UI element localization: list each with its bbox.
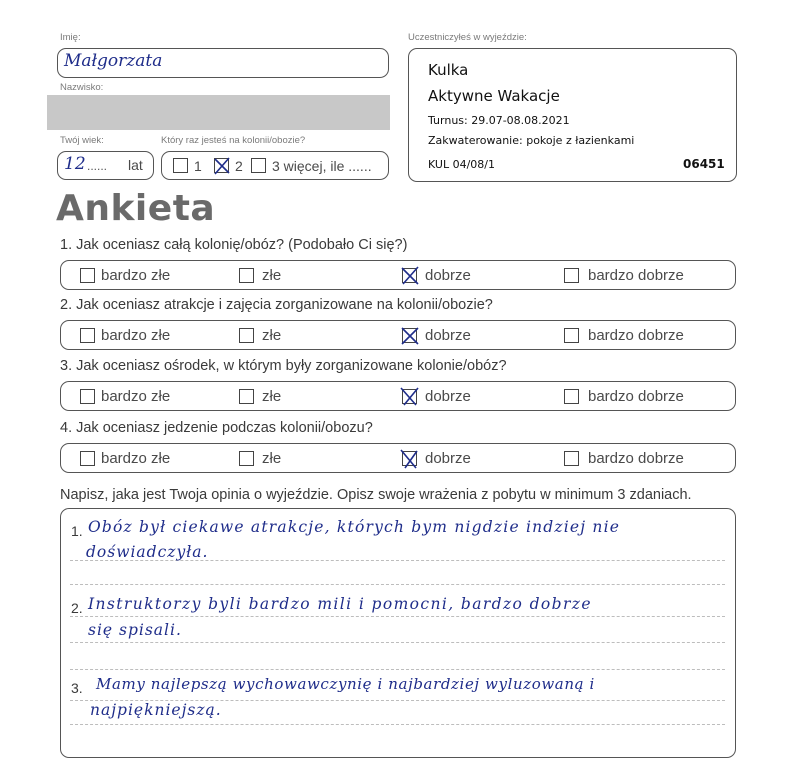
question-4-text: 4. Jak oceniasz jedzenie podczas kolonii/obozu? (60, 420, 373, 436)
q2-checkbox-dobrze[interactable] (402, 328, 417, 343)
answer-2-number: 2. (71, 600, 83, 616)
q2-option-dobrze: dobrze (425, 327, 471, 344)
question-4-options (60, 443, 736, 473)
answer-2-line-2: się spisali. (88, 621, 182, 639)
question-1-options (60, 260, 736, 290)
check-mark-icon (400, 266, 420, 286)
trip-program: Aktywne Wakacje (428, 87, 560, 105)
trip-name: Kulka (428, 61, 469, 79)
q1-checkbox-zle[interactable] (239, 268, 254, 283)
check-mark-icon (400, 326, 420, 346)
q4-checkbox-bardzo-zle[interactable] (80, 451, 95, 466)
which-time-checkbox-2[interactable] (214, 158, 229, 173)
which-time-field (161, 151, 389, 180)
q3-checkbox-zle[interactable] (239, 389, 254, 404)
opinion-prompt: Napisz, jaka jest Twoja opinia o wyjeździe. Opisz swoje wrażenia z pobytu w minimum 3 zdaniach. (60, 487, 692, 503)
q4-option-bardzo-dobrze: bardzo dobrze (588, 450, 684, 467)
first-name-field[interactable] (57, 48, 389, 78)
age-label: Twój wiek: (60, 135, 104, 146)
answer-1-line-1: Obóz był ciekawe atrakcje, których bym nigdzie indziej nie (88, 518, 621, 536)
q1-checkbox-bardzo-dobrze[interactable] (564, 268, 579, 283)
which-time-option-1: 1 (194, 158, 202, 174)
age-value: 12 (64, 154, 86, 174)
q1-option-bardzo-zle: bardzo złe (101, 267, 171, 284)
trip-code: KUL 04/08/1 (428, 158, 495, 171)
q2-option-bardzo-dobrze: bardzo dobrze (588, 327, 684, 344)
q2-checkbox-bardzo-zle[interactable] (80, 328, 95, 343)
q1-checkbox-dobrze[interactable] (402, 268, 417, 283)
trip-info-box (408, 48, 737, 182)
trip-number: 06451 (683, 157, 725, 171)
first-name-label: Imię: (60, 32, 81, 43)
trip-turnus: Turnus: 29.07-08.08.2021 (428, 114, 570, 127)
q3-checkbox-bardzo-zle[interactable] (80, 389, 95, 404)
q2-option-zle: złe (262, 327, 282, 344)
which-time-checkbox-1[interactable] (173, 158, 188, 173)
q4-checkbox-dobrze[interactable] (402, 451, 417, 466)
q2-checkbox-bardzo-dobrze[interactable] (564, 328, 579, 343)
q4-option-dobrze: dobrze (425, 450, 471, 467)
q1-option-zle: złe (262, 267, 282, 284)
question-3-options (60, 381, 736, 411)
which-time-checkbox-3[interactable] (251, 158, 266, 173)
which-time-option-3: 3 więcej, ile ...... (272, 158, 372, 174)
age-unit: lat (128, 157, 143, 173)
q3-option-zle: złe (262, 388, 282, 405)
q2-checkbox-zle[interactable] (239, 328, 254, 343)
question-3-text: 3. Jak oceniasz ośrodek, w którym były zorganizowane kolonie/obóz? (60, 358, 507, 374)
answer-2-line-1: Instruktorzy byli bardzo mili i pomocni, bardzo dobrze (88, 595, 592, 613)
q4-option-zle: złe (262, 450, 282, 467)
q1-checkbox-bardzo-zle[interactable] (80, 268, 95, 283)
q3-option-bardzo-zle: bardzo złe (101, 388, 171, 405)
which-time-label: Który raz jesteś na kolonii/obozie? (161, 135, 306, 146)
rule-line (70, 616, 725, 617)
last-name-redacted (47, 95, 390, 130)
q4-checkbox-zle[interactable] (239, 451, 254, 466)
which-time-option-2: 2 (235, 158, 243, 174)
q4-option-bardzo-zle: bardzo złe (101, 450, 171, 467)
q3-option-bardzo-dobrze: bardzo dobrze (588, 388, 684, 405)
first-name-value: Małgorzata (64, 51, 163, 71)
rule-line (70, 584, 725, 585)
q1-option-bardzo-dobrze: bardzo dobrze (588, 267, 684, 284)
question-1-text: 1. Jak oceniasz całą kolonię/obóz? (Podobało Ci się?) (60, 237, 408, 253)
trip-label: Uczestniczyłeś w wyjeździe: (408, 32, 527, 43)
answer-1-number: 1. (71, 523, 83, 539)
question-2-text: 2. Jak oceniasz atrakcje i zajęcia zorganizowane na kolonii/obozie? (60, 297, 493, 313)
answer-3-line-1: Mamy najlepszą wychowawczynię i najbardziej wyluzowaną i (96, 675, 595, 693)
check-mark-icon (212, 156, 232, 176)
page-title: Ankieta (56, 188, 216, 229)
answer-3-number: 3. (71, 680, 83, 696)
rule-line (70, 669, 725, 670)
q3-checkbox-bardzo-dobrze[interactable] (564, 389, 579, 404)
q1-option-dobrze: dobrze (425, 267, 471, 284)
check-mark-icon (400, 449, 420, 469)
q3-checkbox-dobrze[interactable] (402, 389, 417, 404)
q2-option-bardzo-zle: bardzo złe (101, 327, 171, 344)
q4-checkbox-bardzo-dobrze[interactable] (564, 451, 579, 466)
trip-accommodation: Zakwaterowanie: pokoje z łazienkami (428, 134, 635, 147)
check-mark-icon (400, 387, 420, 407)
answer-1-line-2: doświadczyła. (86, 543, 209, 561)
question-2-options (60, 320, 736, 350)
q3-option-dobrze: dobrze (425, 388, 471, 405)
age-field[interactable] (57, 151, 154, 180)
rule-line (70, 642, 725, 643)
last-name-label: Nazwisko: (60, 82, 104, 93)
age-dots: ...... (87, 159, 108, 173)
rule-line (70, 724, 725, 725)
answer-3-line-2: najpiękniejszą. (90, 701, 222, 719)
